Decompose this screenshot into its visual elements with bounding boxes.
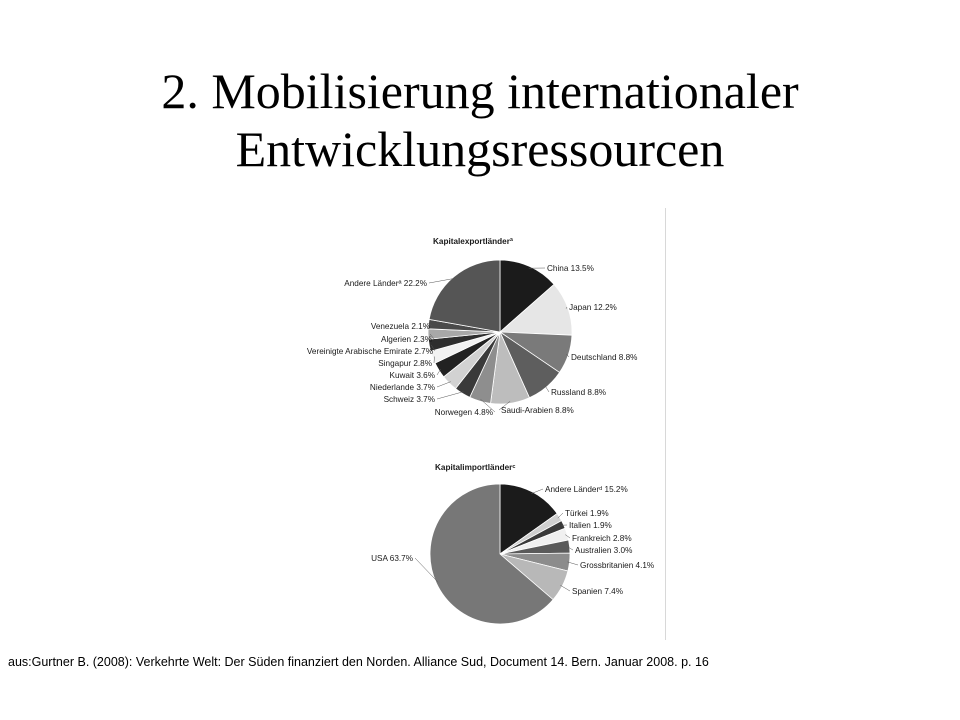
- pie1-label-3: Russland 8.8%: [551, 388, 607, 397]
- import-pie-slices: [430, 484, 570, 624]
- pie1-leader-6: [437, 392, 463, 399]
- pie2-label-2: Italien 1.9%: [569, 521, 612, 530]
- pie1-label-5: Norwegen 4.8%: [434, 408, 493, 417]
- pie2-label-6: Spanien 7.4%: [572, 587, 623, 596]
- slide-title: [0, 62, 960, 178]
- pie2-leader-0: [531, 489, 543, 494]
- pie1-leader-7: [437, 382, 451, 387]
- pie2-label-1: Türkei 1.9%: [565, 509, 609, 518]
- pie1-slice-13: [429, 260, 500, 332]
- import-pie-title: Kapitalimportländerᶜ: [435, 463, 516, 472]
- export-pie-group: [307, 237, 638, 417]
- pie1-label-6: Schweiz 3.7%: [383, 395, 435, 404]
- pie2-label-7: USA 63.7%: [371, 554, 413, 563]
- pie1-label-11: Algerien 2.3%: [381, 335, 432, 344]
- slide-title-line-2: Entwicklungsressourcen: [235, 121, 725, 177]
- pie1-label-10: Vereinigte Arabische Emirate 2.7%: [306, 347, 433, 356]
- pie1-label-13: Andere Länderª 22.2%: [344, 279, 427, 288]
- pie1-label-8: Kuwait 3.6%: [389, 371, 435, 380]
- pie2-label-4: Australien 3.0%: [575, 546, 633, 555]
- slide-title-line-1: 2. Mobilisierung internationaler: [161, 63, 799, 119]
- pie1-label-12: Venezuela 2.1%: [370, 322, 430, 331]
- export-pie-slices: [428, 260, 572, 404]
- pie1-label-9: Singapur 2.8%: [378, 359, 432, 368]
- pie1-label-2: Deutschland 8.8%: [571, 353, 638, 362]
- pie1-label-4: Saudi-Arabien 8.8%: [501, 406, 574, 415]
- pie2-label-3: Frankreich 2.8%: [572, 534, 632, 543]
- pie2-label-5: Grossbritanien 4.1%: [580, 561, 655, 570]
- pie1-label-0: China 13.5%: [547, 264, 594, 273]
- pie2-label-0: Andere Länderᵈ 15.2%: [545, 485, 628, 494]
- pie2-leader-6: [560, 585, 570, 591]
- pie-charts-figure: [293, 208, 666, 640]
- source-citation: aus:Gurtner B. (2008): Verkehrte Welt: Der Süden finanziert den Norden. Alliance Sud, Document 14. Bern. Januar 2008. p. 16: [8, 655, 709, 669]
- pie1-label-7: Niederlande 3.7%: [369, 383, 435, 392]
- pie-charts-svg: [293, 208, 665, 640]
- import-pie-group: [371, 463, 654, 624]
- pie1-label-1: Japan 12.2%: [569, 303, 617, 312]
- export-pie-title: Kapitalexportländerª: [433, 237, 513, 246]
